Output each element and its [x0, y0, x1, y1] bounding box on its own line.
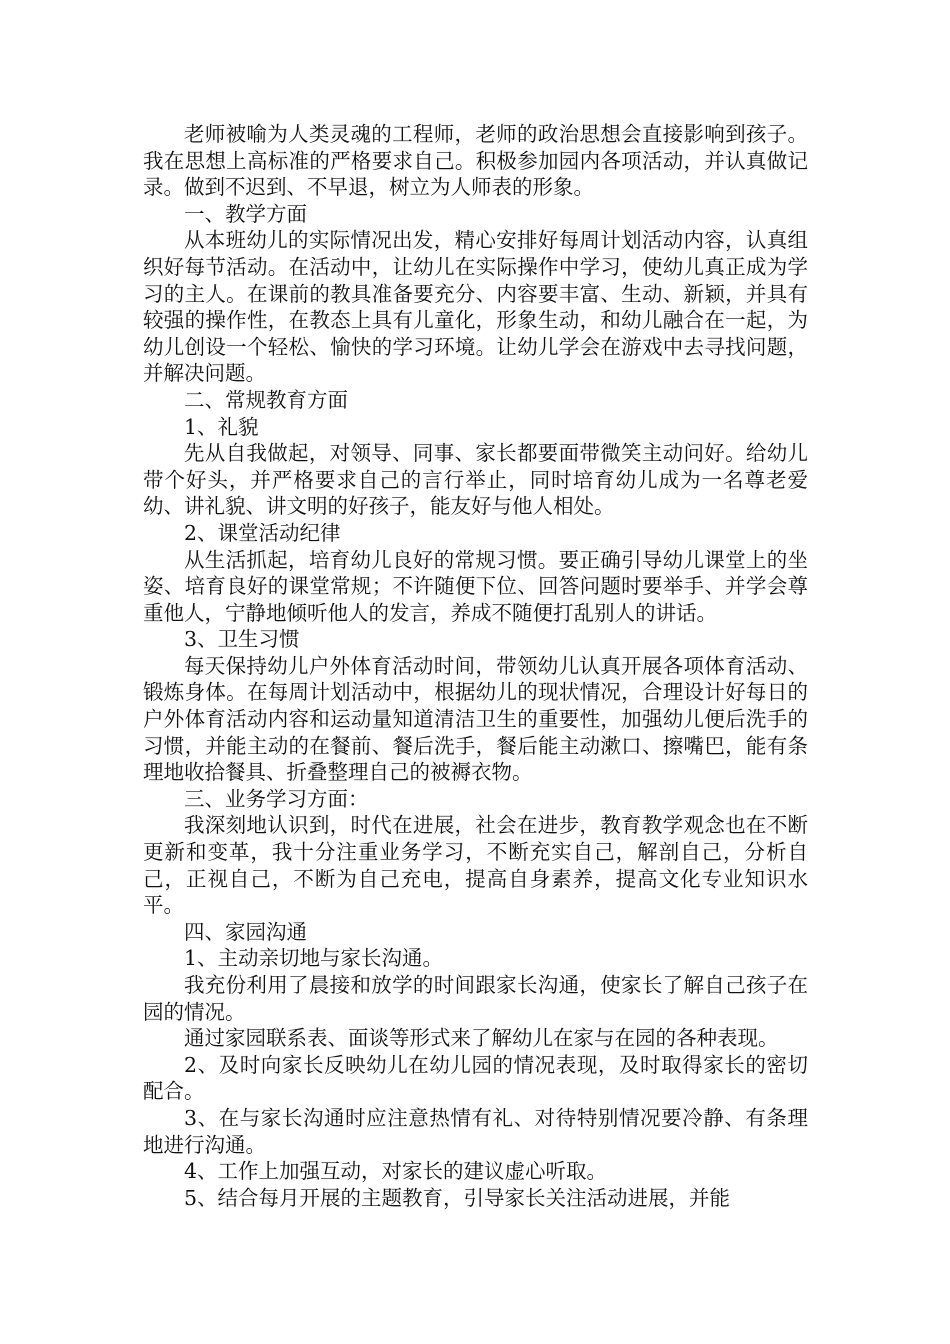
heading-routine-education: 二、常规教育方面 — [184, 387, 348, 412]
subheading-hygiene: 3、卫生习惯 — [184, 627, 300, 652]
list-item-2: 2、及时向家长反映幼儿在幼儿园的情况表现，及时取得家长的密切配合。 — [143, 1052, 808, 1104]
list-item-3: 3、在与家长沟通时应注意热情有礼、对待特别情况要冷静、有条理地进行沟通。 — [143, 1105, 808, 1157]
list-item-1: 1、主动亲切地与家长沟通。 — [184, 946, 444, 971]
list-item-4: 4、工作上加强互动，对家长的建议虚心听取。 — [184, 1159, 608, 1184]
list-item-5: 5、结合每月开展的主题教育，引导家长关注活动进展，并能 — [184, 1185, 731, 1210]
subheading-classroom-discipline: 2、课堂活动纪律 — [184, 520, 341, 545]
heading-professional-study: 三、业务学习方面： — [184, 786, 369, 811]
paragraph-classroom-discipline: 从生活抓起，培育幼儿良好的常规习惯。要正确引导幼儿课堂上的坐姿、培育良好的课堂常规；不许随便下位、回答问题时要举手、并学会尊重他人，宁静地倾听他人的发言，养成不随便打乱别人的讲话。 — [143, 547, 808, 625]
paragraph-teaching: 从本班幼儿的实际情况出发，精心安排好每周计划活动内容，认真组织好每节活动。在活动中，让幼儿在实际操作中学习，使幼儿真正成为学习的主人。在课前的教具准备要充分、内容要丰富、生动、新颖，并具有较强的操作性，在教态上具有儿童化，形象生动，和幼儿融合在一起，为幼儿创设一个轻松、愉快的学习环境。让幼儿学会在游戏中去寻找问题，并解决问题。 — [143, 228, 808, 386]
document-body — [143, 121, 808, 1211]
heading-teaching: 一、教学方面 — [184, 201, 307, 226]
paragraph-intro: 老师被喻为人类灵魂的工程师，老师的政治思想会直接影响到孩子。我在思想上高标准的严格要求自己。积极参加园内各项活动，并认真做记录。做到不迟到、不早退，树立为人师表的形象。 — [143, 122, 808, 200]
paragraph-courtesy: 先从自我做起，对领导、同事、家长都要面带微笑主动问好。给幼儿带个好头，并严格要求自己的言行举止，同时培育幼儿成为一名尊老爱幼、讲礼貌、讲文明的好孩子，能友好与他人相处。 — [143, 441, 808, 519]
paragraph-professional-study: 我深刻地认识到，时代在进展，社会在进步，教育教学观念也在不断更新和变革，我十分注重业务学习，不断充实自己，解剖自己，分析自己，正视自己，不断为自己充电，提高自身素养，提高文化专业知识水平。 — [143, 813, 808, 918]
paragraph-contact-forms: 通过家园联系表、面谈等形式来了解幼儿在家与在园的各种表现。 — [184, 1026, 779, 1051]
heading-home-school-communication: 四、家园沟通 — [184, 919, 307, 944]
paragraph-communication-time: 我充份利用了晨接和放学的时间跟家长沟通，使家长了解自己孩子在园的情况。 — [143, 973, 808, 1024]
subheading-courtesy: 1、礼貌 — [184, 414, 259, 439]
paragraph-hygiene: 每天保持幼儿户外体育活动时间，带领幼儿认真开展各项体育活动、锻炼身体。在每周计划活动中，根据幼儿的现状情况，合理设计好每日的户外体育活动内容和运动量知道清洁卫生的重要性，加强幼儿便后洗手的习惯，并能主动的在餐前、餐后洗手，餐后能主动漱口、擦嘴巴，能有条理地收拾餐具、折叠整理自己的被褥衣物。 — [143, 653, 808, 785]
